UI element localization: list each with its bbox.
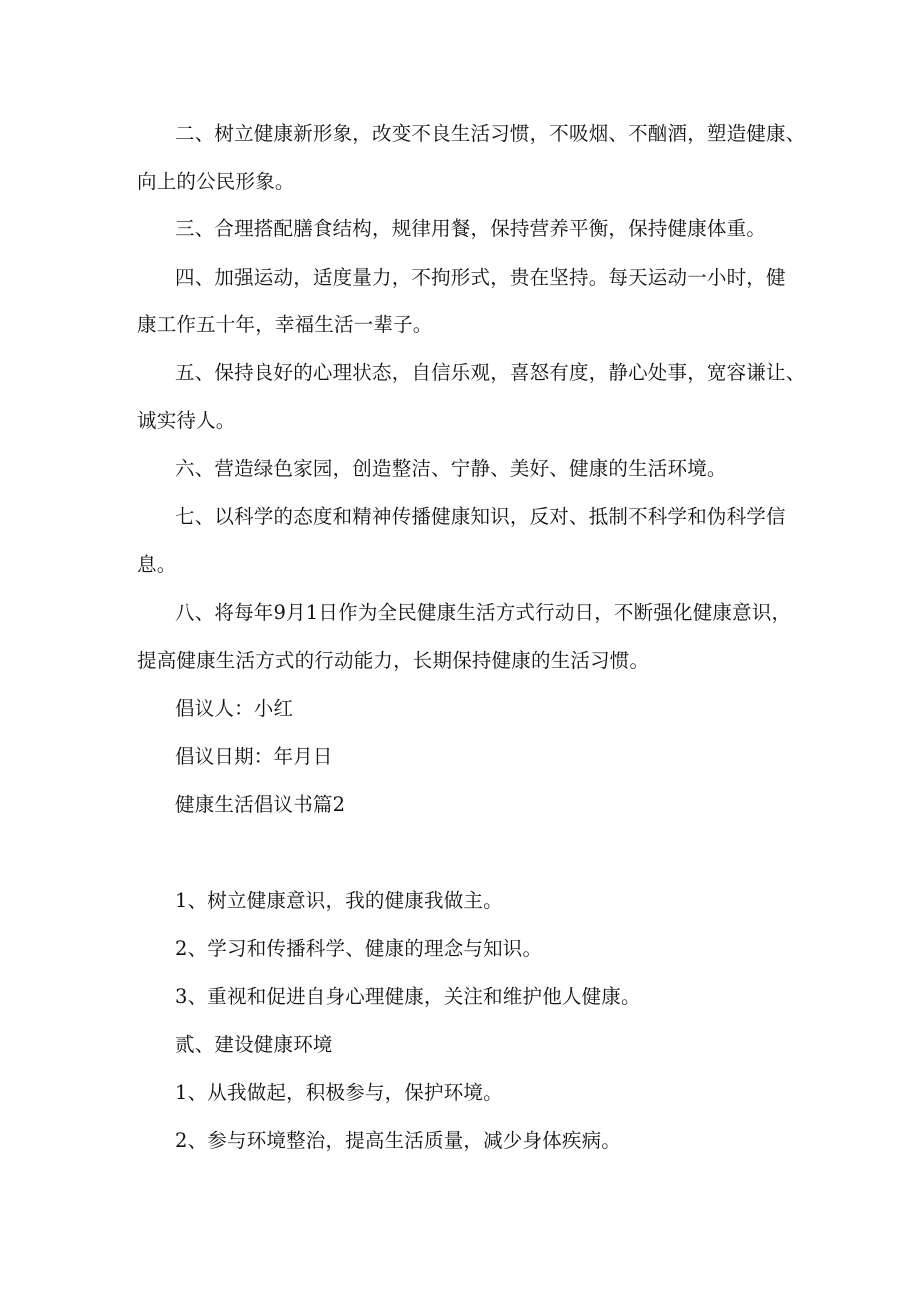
paragraph-7-line-1: 七、以科学的态度和精神传播健康知识，反对、抵制不科学和伪科学信: [175, 505, 786, 528]
paragraph-8-line-2: 提高健康生活方式的行动能力，长期保持健康的生活习惯。: [137, 649, 650, 672]
paragraph-8-line-1: 八、将每年9月1日作为全民健康生活方式行动日，不断强化健康意识，: [175, 601, 792, 624]
paragraph-7-line-2: 息。: [137, 553, 177, 576]
paragraph-3: 三、合理搭配膳食结构，规律用餐，保持营养平衡，保持健康体重。: [175, 217, 767, 240]
paragraph-5-line-2: 诚实待人。: [137, 409, 236, 432]
section-title: 健康生活倡议书篇2: [175, 793, 346, 816]
item-b-2: 2、参与环境整治，提高生活质量，减少身体疾病。: [175, 1129, 622, 1152]
item-a-1: 1、树立健康意识，我的健康我做主。: [175, 889, 503, 912]
paragraph-2-line-2: 向上的公民形象。: [137, 170, 295, 193]
paragraph-4-line-2: 康工作五十年，幸福生活一辈子。: [137, 313, 433, 336]
paragraph-5-line-1: 五、保持良好的心理状态，自信乐观，喜怒有度，静心处事，宽容谦让、: [175, 361, 806, 384]
paragraph-6: 六、营造绿色家园，创造整洁、宁静、美好、健康的生活环境。: [175, 457, 727, 480]
section-b-heading: 贰、建设健康环境: [175, 1033, 333, 1056]
date-line: 倡议日期：年月日: [175, 745, 333, 768]
paragraph-2-line-1: 二、树立健康新形象，改变不良生活习惯，不吸烟、不酗酒，塑造健康、: [175, 122, 806, 145]
paragraph-4-line-1: 四、加强运动，适度量力，不拘形式，贵在坚持。每天运动一小时，健: [175, 266, 786, 289]
item-a-3: 3、重视和促进自身心理健康，关注和维护他人健康。: [175, 985, 641, 1008]
item-a-2: 2、学习和传播科学、健康的理念与知识。: [175, 937, 543, 960]
proposer-line: 倡议人：小红: [175, 697, 294, 720]
item-b-1: 1、从我做起，积极参与，保护环境。: [175, 1081, 503, 1104]
